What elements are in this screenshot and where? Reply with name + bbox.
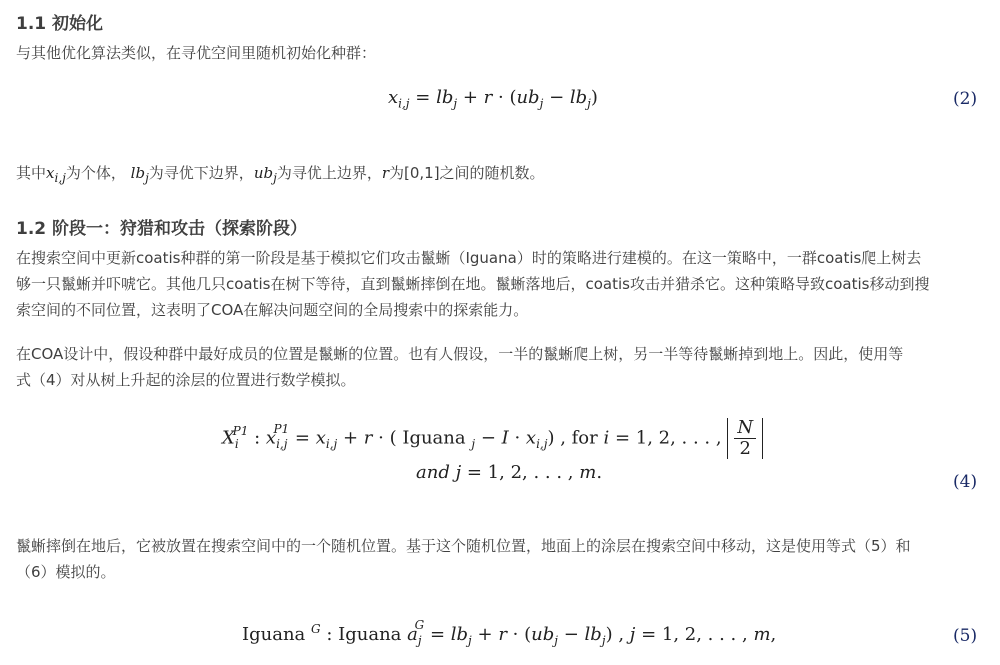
equation-5: Iguana $^G$ : Iguana $a_j^G = lb_j + r \cdot (ub_j - lb_j)$ , j = 1, 2, . . . , m, xyxy=(242,618,777,648)
equation-2-number: (2) xyxy=(953,89,978,109)
equation-4-number: (4) xyxy=(953,472,978,492)
equation-4-line-2: and j = 1, 2, . . . , m. xyxy=(416,462,603,483)
init-description: 其中$x_{i,j}$为个体， $lb_j$为寻优下边界，$ub_j$为寻优上边界，r为[0,1]之间的随机数。 xyxy=(16,164,545,185)
phase1-paragraph-3-line-1: 鬣蜥摔倒在地后，它被放置在搜索空间中的一个随机位置。基于这个随机位置，地面上的涂层在搜索空间中移动，这是使用等式（5）和 xyxy=(16,537,911,555)
init-intro-text: 与其他优化算法类似，在寻优空间里随机初始化种群： xyxy=(16,44,377,62)
phase1-paragraph-3-line-2: （6）模拟的。 xyxy=(16,563,116,581)
section-title-init: 1.1 初始化 xyxy=(16,14,104,34)
phase1-paragraph-1-line-1: 在搜索空间中更新coatis种群的第一阶段是基于模拟它们攻击鬣蜥（Iguana）时的策略进行建模的。在这一策略中，一群coatis爬上树去 xyxy=(16,249,922,267)
phase1-paragraph-1-line-2: 够一只鬣蜥并吓唬它。其他几只coatis在树下等待，直到鬣蜥摔倒在地。鬣蜥落地后，coatis攻击并猎杀它。这种策略导致coatis移动到搜 xyxy=(16,275,930,293)
equation-2: $x_{i,j} = lb_j + r \cdot (ub_j - lb_j)$ xyxy=(388,87,598,111)
phase1-paragraph-1-line-3: 索空间的不同位置，这表明了COA在解决问题空间的全局搜索中的探索能力。 xyxy=(16,301,529,319)
section-title-phase1: 1.2 阶段一：狩猎和攻击（探索阶段） xyxy=(16,219,308,239)
equation-5-number: (5) xyxy=(953,626,978,646)
equation-4-line-1: $X_i^{P1}$ : $x_{i,j}^{P1} = x_{i,j} + r$ · ( Iguana $_j - I \cdot x_{i,j}$) , for i = 1, 2, . . . , $\frac{N}{2}$ xyxy=(222,418,763,459)
phase1-paragraph-2-line-1: 在COA设计中，假设种群中最好成员的位置是鬣蜥的位置。也有人假设，一半的鬣蜥爬上树，另一半等待鬣蜥掉到地上。因此，使用等 xyxy=(16,345,904,363)
phase1-paragraph-2-line-2: 式（4）对从树上升起的涂层的位置进行数学模拟。 xyxy=(16,371,356,389)
